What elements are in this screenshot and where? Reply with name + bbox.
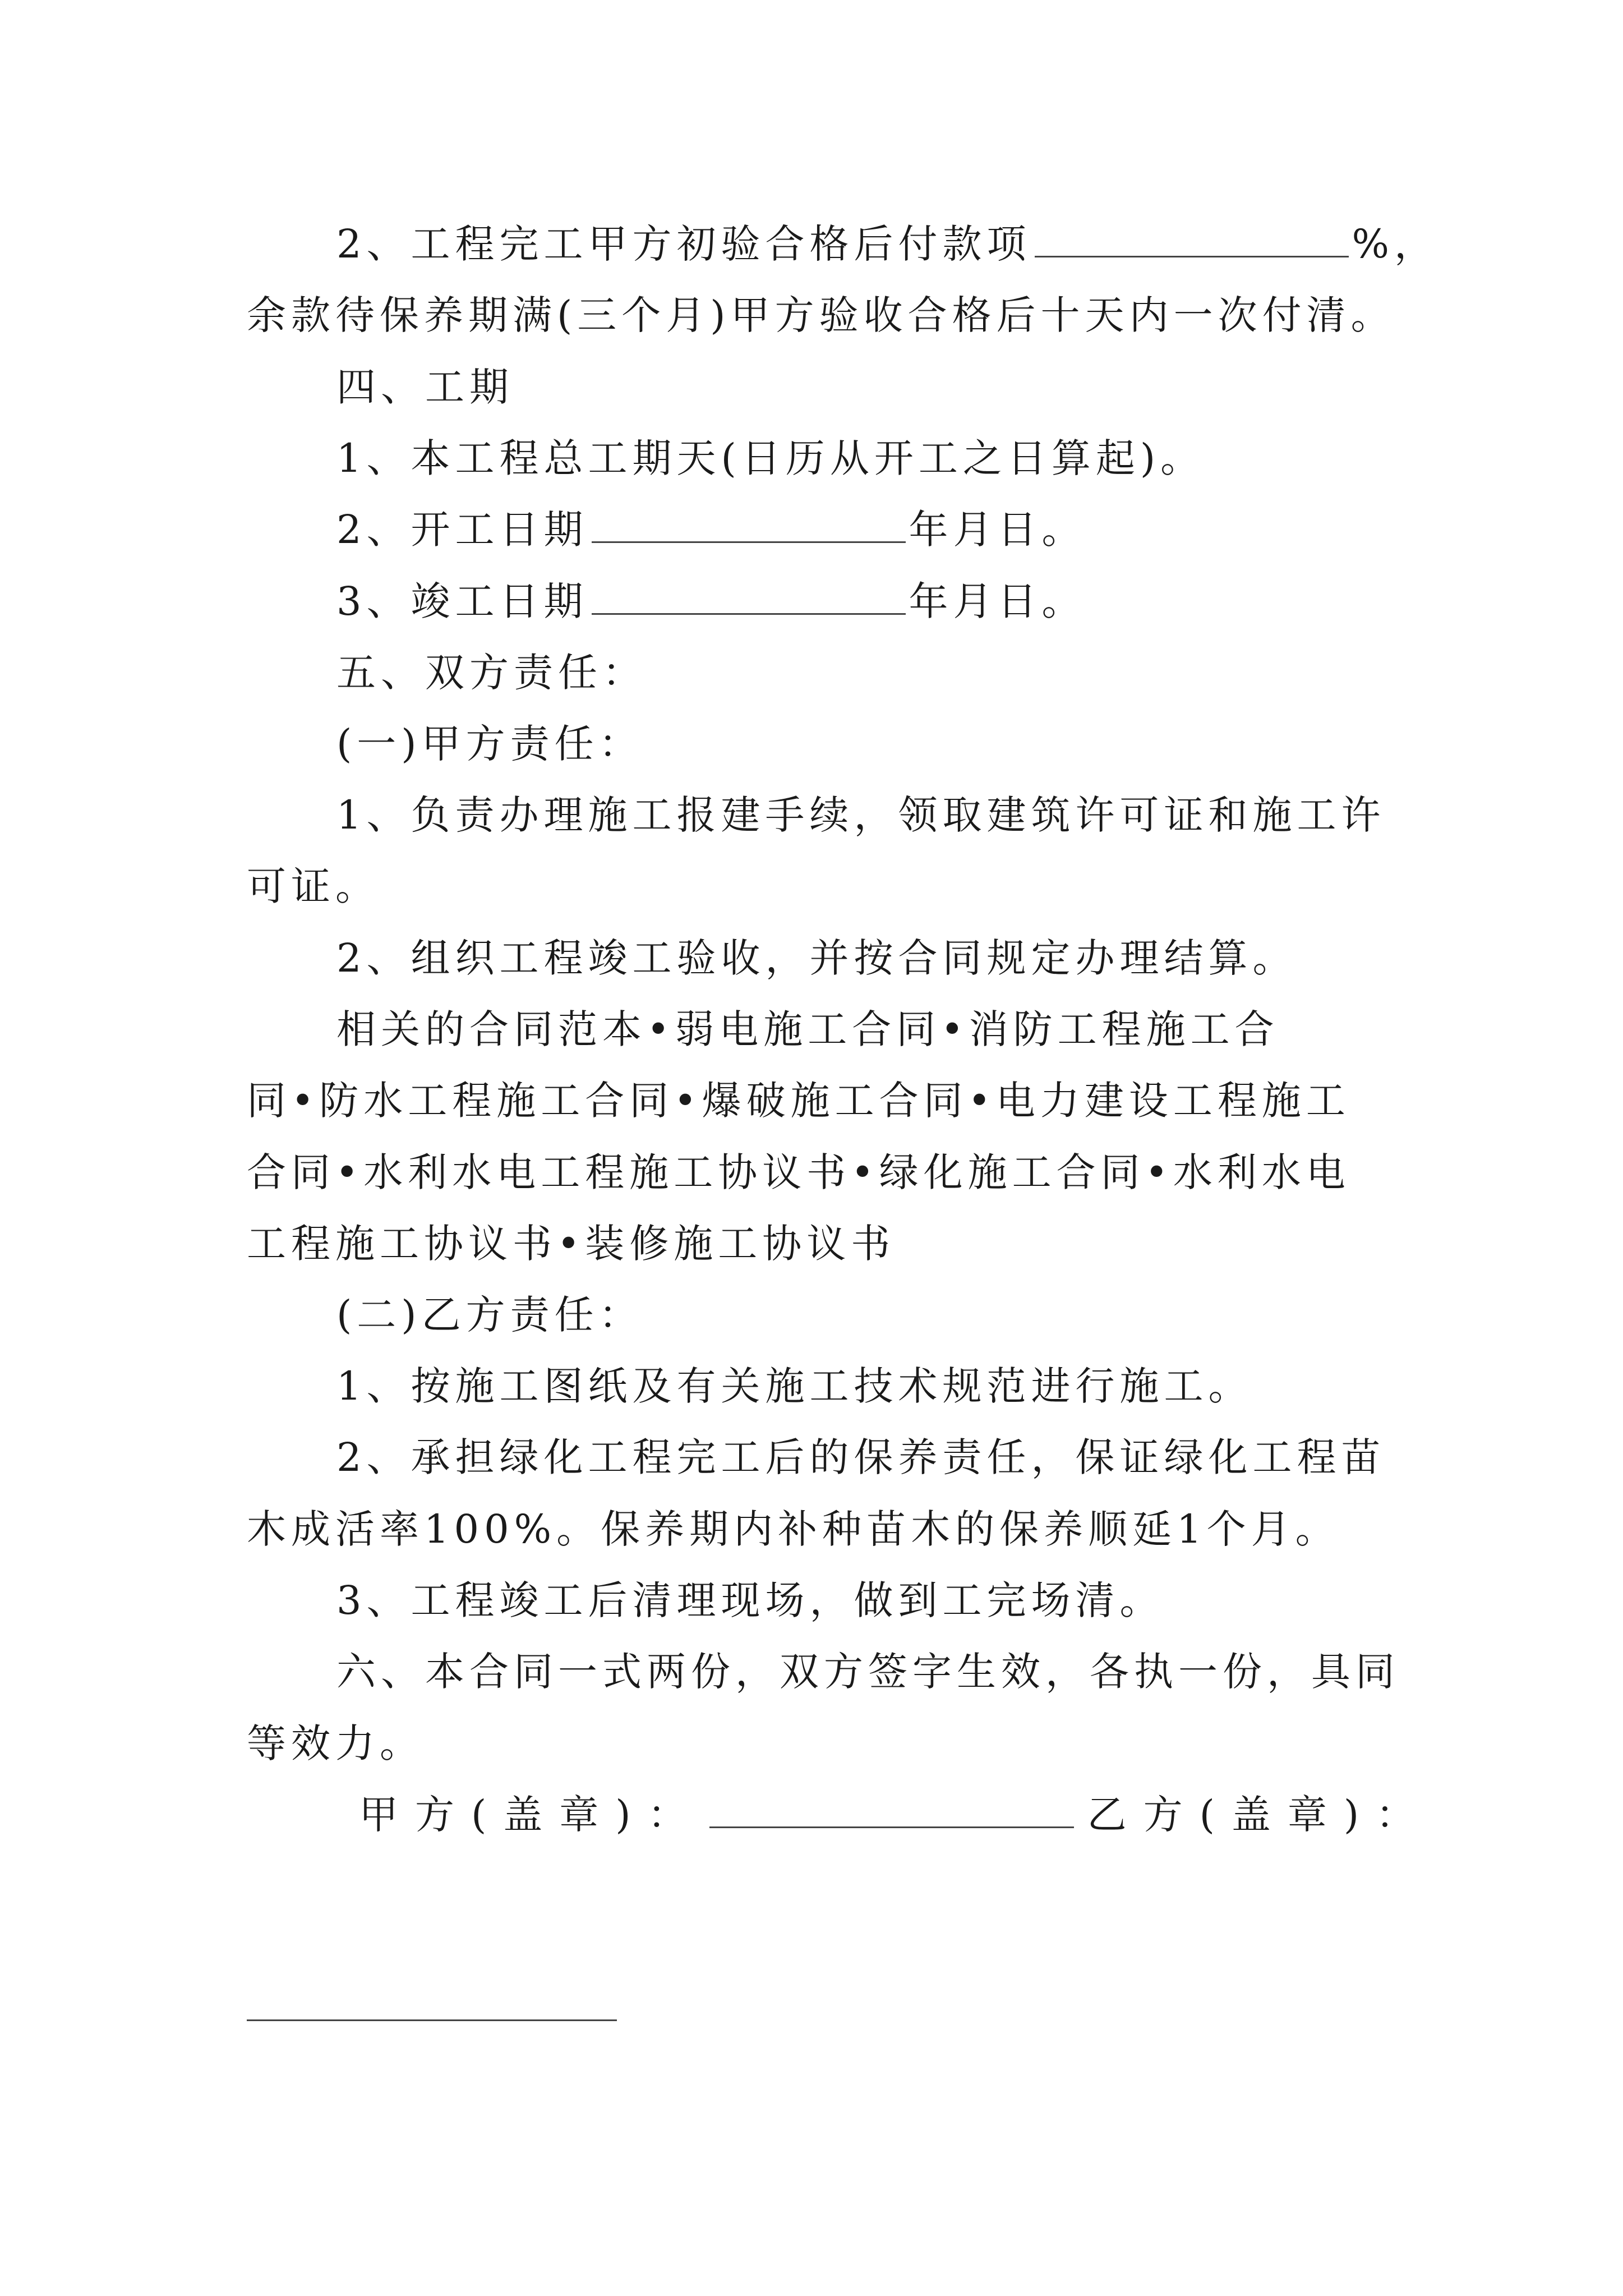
party-b-item-2-cont: 木成活率100%。保养期内补种苗木的保养顺延1个月。 <box>247 1506 1340 1552</box>
party-b-item-1: 1、按施工图纸及有关施工技术规范进行施工。 <box>336 1363 1253 1409</box>
signature-line <box>359 1787 1432 1843</box>
copies-clause: 六、本合同一式两份，双方签字生效，各执一份，具同 <box>336 1649 1400 1695</box>
party-a-item-1-cont: 可证。 <box>247 863 380 909</box>
start-date-line <box>336 501 1086 558</box>
party-b-seal-label: 乙方(盖章)： <box>1087 1792 1432 1838</box>
related-templates-line-4: 工程施工协议书•装修施工协议书 <box>247 1221 896 1267</box>
party-b-item-2: 2、承担绿化工程完工后的保养责任，保证绿化工程苗 <box>336 1434 1386 1480</box>
balance-clause-line: 余款待保养期满(三个月)甲方验收合格后十天内一次付清。 <box>247 292 1395 338</box>
party-a-item-2: 2、组织工程竣工验收，并按合同规定办理结算。 <box>336 935 1297 981</box>
payment-clause-text: 2、工程完工甲方初验合格后付款项 <box>336 221 1031 267</box>
related-templates-line-1: 相关的合同范本•弱电施工合同•消防工程施工合 <box>336 1006 1279 1052</box>
party-a-seal-blank <box>709 1792 1074 1828</box>
completion-date-suffix: 年月日。 <box>909 578 1086 624</box>
completion-date-label: 3、竣工日期 <box>336 578 588 624</box>
total-duration-line: 1、本工程总工期天(日历从开工之日算起)。 <box>336 435 1205 481</box>
subheading-party-a: (一)甲方责任： <box>336 721 643 767</box>
party-a-item-1: 1、负责办理施工报建手续，领取建筑许可证和施工许 <box>336 792 1386 838</box>
start-date-label: 2、开工日期 <box>336 507 588 553</box>
section-heading-schedule: 四、工期 <box>336 364 514 410</box>
payment-percent-blank <box>1035 221 1349 257</box>
start-date-blank <box>592 507 906 543</box>
party-b-seal-blank-line <box>247 2019 617 2021</box>
party-a-seal-label: 甲方(盖章)： <box>359 1792 704 1838</box>
related-templates-line-3: 合同•水利水电工程施工协议书•绿化施工合同•水利水电 <box>247 1149 1350 1195</box>
payment-clause-line <box>336 216 1438 272</box>
start-date-suffix: 年月日。 <box>909 507 1086 553</box>
copies-clause-cont: 等效力。 <box>247 1720 424 1766</box>
completion-date-blank <box>592 578 906 615</box>
related-templates-line-2: 同•防水工程施工合同•爆破施工合同•电力建设工程施工 <box>247 1078 1350 1124</box>
subheading-party-b: (二)乙方责任： <box>336 1292 643 1338</box>
section-heading-responsibilities: 五、双方责任： <box>336 650 647 696</box>
percent-sign: %， <box>1352 221 1439 267</box>
completion-date-line <box>336 573 1086 629</box>
party-b-item-3: 3、工程竣工后清理现场，做到工完场清。 <box>336 1577 1164 1623</box>
